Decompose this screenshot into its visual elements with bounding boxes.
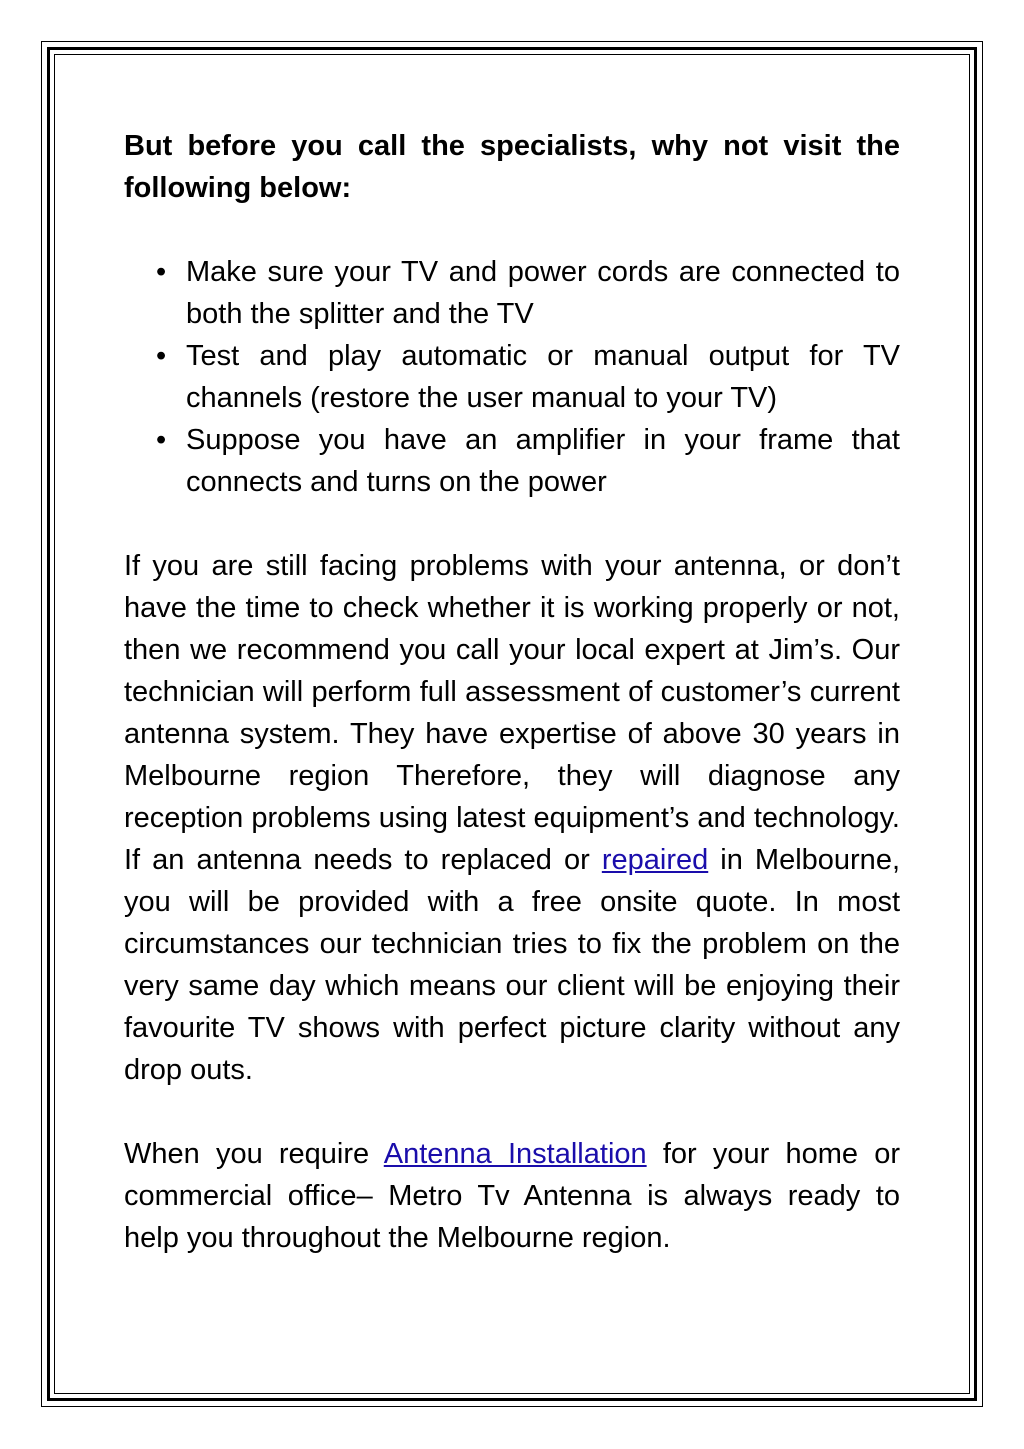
paragraph-text: If you are still facing problems with your antenna, or don’t have the time to check whether it is working properly or not, then we recommend you call your local expert at Jim’s. Our technician will perform full assessment of customer’s current antenna system. They have expertise of above 30 years in Melbourne region Therefore, they will diagnose any reception problems using latest equipment’s and technology. If an antenna needs to replaced or (124, 550, 900, 876)
antenna-installation-link[interactable]: Antenna Installation (383, 1138, 647, 1170)
paragraph-text: for your home or commercial office– Metro Tv Antenna is always ready to help you throughout the Melbourne region. (124, 1138, 900, 1254)
checklist-item (156, 251, 900, 335)
checklist-item-text: Suppose you have an amplifier in your frame that connects and turns on the power (186, 424, 900, 498)
checklist-item (156, 335, 900, 419)
repaired-link[interactable]: repaired (601, 844, 709, 876)
closing-paragraph (124, 1133, 900, 1259)
bullet-icon: • (156, 256, 167, 288)
checklist-item-text: Test and play automatic or manual output for TV channels (restore the user manual to your TV) (186, 340, 900, 414)
checklist-item (156, 419, 900, 503)
paragraph-text: When you require (124, 1138, 384, 1170)
intro-heading: But before you call the specialists, why not visit the following below: (124, 130, 900, 204)
checklist-item-text: Make sure your TV and power cords are connected to both the splitter and the TV (186, 256, 900, 330)
document-content (124, 125, 900, 1259)
bullet-icon: • (156, 340, 167, 372)
body-paragraph (124, 545, 900, 1091)
paragraph-text: in Melbourne, you will be provided with a free onsite quote. In most circumstances our technician tries to fix the problem on the very same day which means our client will be enjoying their favourite TV shows with perfect picture clarity without any drop outs. (124, 844, 901, 1086)
bullet-icon: • (156, 424, 167, 456)
checklist (124, 251, 900, 503)
